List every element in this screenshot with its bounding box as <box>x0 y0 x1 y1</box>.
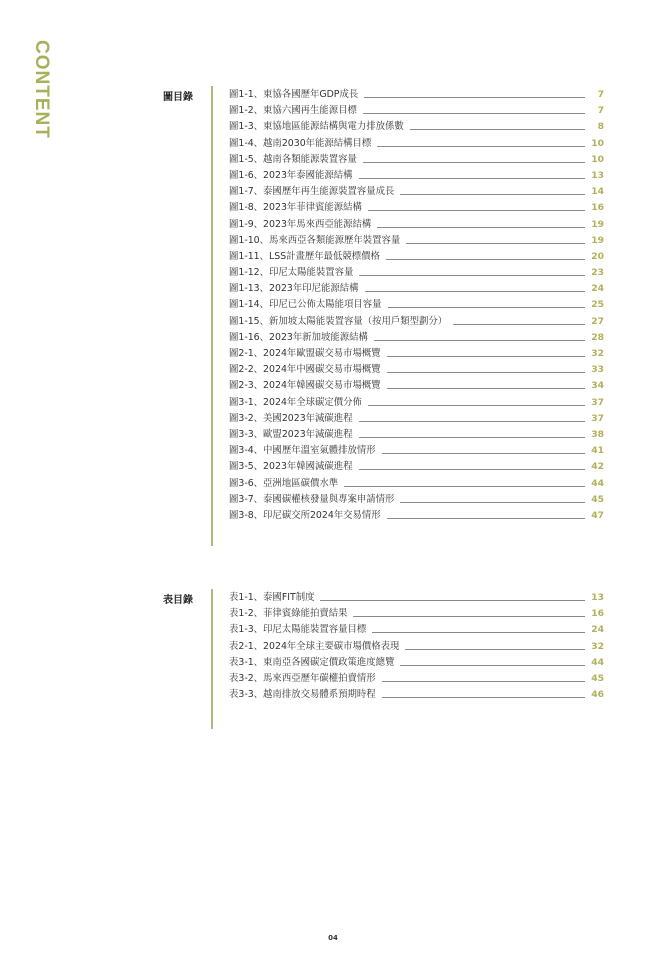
toc-entry-page: 16 <box>591 608 604 620</box>
toc-entry-title: 圖3-8、印尼碳交所2024年交易情形 <box>229 508 385 524</box>
toc-entry-title: 表1-2、菲律賓綠能拍賣結果 <box>229 606 351 622</box>
leader-line <box>406 243 585 244</box>
toc-entry-page: 32 <box>591 640 604 652</box>
leader-line <box>382 453 585 454</box>
toc-entry-title: 圖1-7、泰國歷年再生能源裝置容量成長 <box>229 184 398 200</box>
leader-line <box>359 437 585 438</box>
toc-entry-page: 42 <box>591 461 604 473</box>
toc-entry-title: 圖2-1、2024年歐盟碳交易市場概覽 <box>229 346 385 362</box>
toc-entry-page: 23 <box>591 267 604 279</box>
toc-entry-title: 圖3-6、亞洲地區碳價水準 <box>229 476 342 492</box>
leader-line <box>368 210 585 211</box>
toc-entry-title: 圖3-7、泰國碳權核發量與專案申請情形 <box>229 492 398 508</box>
toc-entry-page: 33 <box>591 364 604 376</box>
leader-line <box>386 259 585 260</box>
leader-line <box>453 324 585 325</box>
leader-line <box>363 162 585 163</box>
leader-line <box>405 649 585 650</box>
toc-entry-page: 37 <box>591 396 604 408</box>
toc-entry-title: 表3-3、越南排放交易體系預期時程 <box>229 687 380 703</box>
toc-entry-title: 表2-1、2024年全球主要碳市場價格表現 <box>229 639 403 655</box>
leader-line <box>365 291 585 292</box>
leader-line <box>400 502 585 503</box>
toc-entry-page: 34 <box>591 380 604 392</box>
leader-line <box>387 518 585 519</box>
toc-entry-title: 圖3-2、美國2023年減碳進程 <box>229 411 357 427</box>
leader-line <box>344 486 585 487</box>
toc-entry-title: 圖2-3、2024年韓國碳交易市場概覽 <box>229 378 385 394</box>
toc-entry-title: 圖1-6、2023年泰國能源結構 <box>229 168 357 184</box>
leader-line <box>377 146 585 147</box>
leader-line <box>372 632 585 633</box>
figures-divider <box>211 86 213 546</box>
leader-line <box>368 405 585 406</box>
toc-entry-title: 圖3-1、2024年全球碳定價分佈 <box>229 395 366 411</box>
leader-line <box>359 421 585 422</box>
leader-line <box>374 340 585 341</box>
leader-line <box>359 469 585 470</box>
toc-entry-page: 38 <box>591 428 604 440</box>
toc-entry-page: 24 <box>591 624 604 636</box>
toc-entry-title: 圖1-3、東協地區能源結構與電力排放係數 <box>229 119 408 135</box>
toc-entry-title: 圖1-15、新加坡太陽能裝置容量（按用戶類型劃分） <box>229 314 451 330</box>
toc-entry-page: 28 <box>591 331 604 343</box>
toc-entry-page: 41 <box>591 445 604 457</box>
leader-line <box>410 129 585 130</box>
toc-entry-page: 25 <box>591 299 604 311</box>
leader-line <box>400 194 585 195</box>
toc-entry-title: 表1-1、泰國FIT制度 <box>229 590 318 606</box>
toc-entry-page: 13 <box>591 592 604 603</box>
toc-entry-page: 10 <box>591 137 604 149</box>
toc-entry-title: 表3-1、東南亞各國碳定價政策進度總覽 <box>229 655 398 671</box>
toc-entry-title: 圖1-11、LSS計畫歷年最低競標價格 <box>229 249 384 265</box>
toc-entry-page: 14 <box>591 186 604 198</box>
toc-entry-title: 圖1-13、2023年印尼能源結構 <box>229 281 363 297</box>
toc-entry-page: 47 <box>591 509 604 521</box>
toc-entry-page: 32 <box>591 348 604 359</box>
toc-entry-title: 圖2-2、2024年中國碳交易市場概覽 <box>229 362 385 378</box>
content-heading: CONTENT <box>31 40 52 139</box>
leader-line <box>359 275 585 276</box>
toc-entry-title: 圖1-1、東協各國歷年GDP成長 <box>229 87 362 103</box>
toc-entry-title: 表1-3、印尼太陽能裝置容量目標 <box>229 622 370 638</box>
toc-entry-title: 圖1-16、2023年新加坡能源結構 <box>229 330 372 346</box>
leader-line <box>364 97 585 98</box>
toc-entry-page: 45 <box>591 493 604 505</box>
leader-line <box>320 600 585 601</box>
toc-entry-title: 圖1-2、東協六國再生能源目標 <box>229 103 361 119</box>
toc-entry-page: 7 <box>597 89 604 100</box>
toc-entry-page: 20 <box>591 250 604 262</box>
leader-line <box>387 388 585 389</box>
toc-entry-page: 37 <box>591 412 604 424</box>
toc-entry-page: 44 <box>591 656 604 668</box>
toc-entry-page: 8 <box>597 121 604 133</box>
toc-entry-title: 圖1-5、越南各類能源裝置容量 <box>229 152 361 168</box>
leader-line <box>382 697 585 698</box>
tables-divider <box>211 589 213 729</box>
toc-entry-page: 19 <box>591 218 604 230</box>
toc-entry-title: 圖3-5、2023年韓國減碳進程 <box>229 459 357 475</box>
toc-entry-page: 16 <box>591 202 604 214</box>
toc-entry-page: 24 <box>591 283 604 295</box>
page-number: 04 <box>328 934 338 942</box>
toc-entry-title: 圖1-10、馬來西亞各類能源歷年裝置容量 <box>229 233 404 249</box>
toc-entry-page: 44 <box>591 477 604 489</box>
leader-line <box>400 665 585 666</box>
toc-entry-title: 表3-2、馬來西亞歷年碳權拍賣情形 <box>229 671 380 687</box>
toc-entry-title: 圖1-4、越南2030年能源結構目標 <box>229 136 375 152</box>
leader-line <box>359 178 585 179</box>
leader-line <box>388 307 585 308</box>
leader-line <box>387 356 585 357</box>
toc-entry-title: 圖3-3、歐盟2023年減碳進程 <box>229 427 357 443</box>
toc-entry-title: 圖1-12、印尼太陽能裝置容量 <box>229 265 357 281</box>
toc-entry-page: 13 <box>591 169 604 181</box>
leader-line <box>382 681 585 682</box>
tables-section-label: 表目錄 <box>163 595 193 606</box>
toc-entry-page: 46 <box>591 689 604 701</box>
toc-entry-page: 19 <box>591 234 604 246</box>
leader-line <box>387 372 585 373</box>
figures-section-label: 圖目錄 <box>163 92 193 103</box>
leader-line <box>377 227 585 228</box>
toc-entry-title: 圖1-8、2023年菲律賓能源結構 <box>229 200 366 216</box>
toc-entry-page: 27 <box>591 315 604 327</box>
toc-entry-page: 10 <box>591 153 604 165</box>
toc-entry-page: 7 <box>597 105 604 117</box>
leader-line <box>353 616 585 617</box>
toc-entry-title: 圖1-14、印尼已公佈太陽能項目容量 <box>229 297 386 313</box>
toc-entry-title: 圖3-4、中國歷年溫室氣體排放情形 <box>229 443 380 459</box>
toc-entry-title: 圖1-9、2023年馬來西亞能源結構 <box>229 217 375 233</box>
leader-line <box>363 113 585 114</box>
toc-entry-page: 45 <box>591 672 604 684</box>
